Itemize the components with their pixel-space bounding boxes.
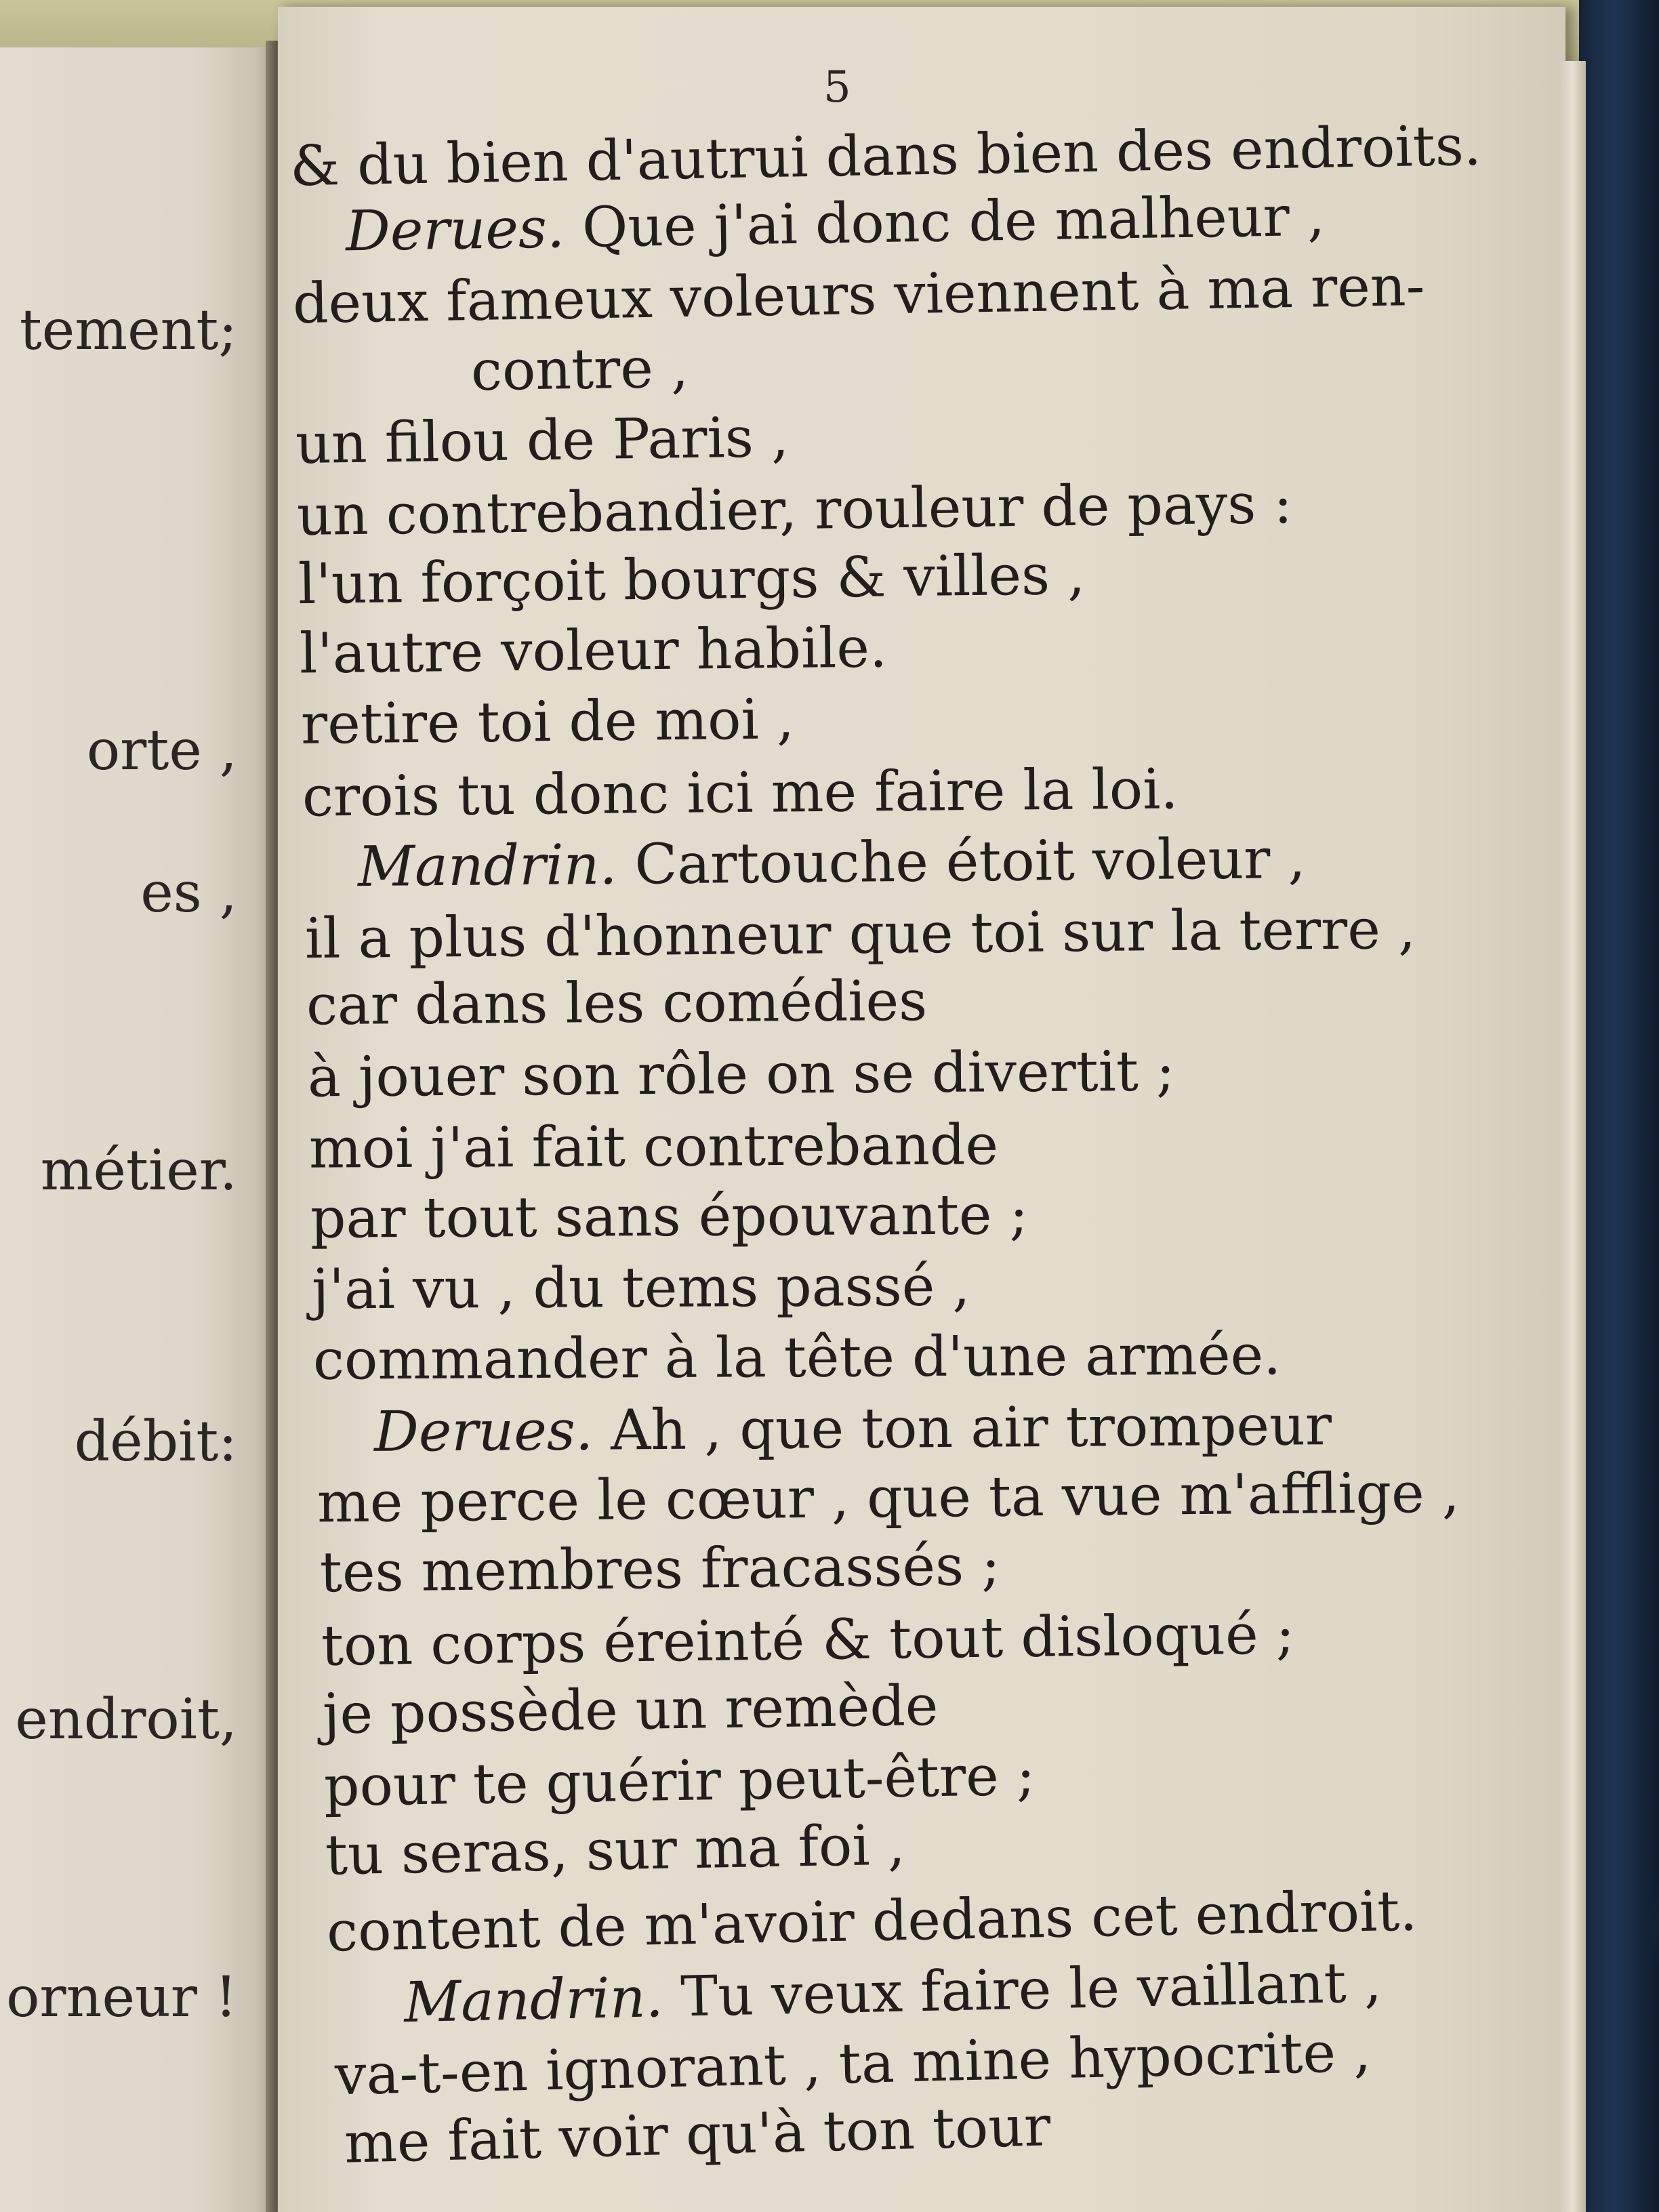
verse-line [357,826,1306,900]
line-text: content de m'avoir dedans cet endroit. [326,1879,1418,1965]
left-fragment: métier. [40,1139,237,1203]
line-text: j'ai vu , du tems passé , [311,1254,970,1322]
line-text: je possède un remède [322,1673,939,1747]
verse-line [319,1533,1001,1605]
left-fragment: endroit, [15,1687,237,1752]
verse-line [296,472,1293,548]
verse-line [322,1673,939,1747]
verse-line [311,1254,970,1322]
line-text: par tout sans épouvante ; [310,1183,1029,1251]
line-text: & du bien d'autrui dans bien des endroits. [289,113,1482,199]
verse-line [312,1323,1282,1393]
verse-line [321,1602,1295,1679]
line-text: car dans les comédies [306,968,928,1038]
left-fragment: orte , [86,718,237,783]
page-stain [1647,1837,1659,2013]
line-text: ton corps éreinté & tout disloqué ; [321,1602,1295,1679]
line-text: deux fameux voleurs viennent à ma ren- [292,253,1425,337]
verse-line [316,1460,1460,1536]
speaker-name: Mandrin. [403,1965,664,2036]
verse-line [310,1183,1029,1251]
speaker-name: Mandrin. [357,832,617,900]
line-text: contre , [470,335,689,404]
line-text: crois tu donc ici me faire la loi. [302,757,1179,830]
verse-line [295,405,790,477]
page-edge [1559,61,1586,2212]
verse-line [343,2094,1052,2176]
verse-line [302,757,1179,830]
line-text: commander à la tête d'une armée. [312,1323,1282,1393]
verse-line [306,968,928,1038]
line-text: va-t-en ignorant , ta mine hypocrite , [334,2020,1372,2108]
line-text: me fait voir qu'à ton tour [343,2094,1052,2176]
verse-line [304,897,1416,972]
line-text: à jouer son rôle on se divertit ; [307,1039,1175,1110]
line-text: tu seras, sur ma foi , [325,1813,906,1888]
verse-line [298,542,1086,617]
page-number: 5 [823,62,851,112]
left-page [0,47,278,2212]
line-text: moi j'ai fait contrebande [308,1113,999,1181]
verse-line [307,1039,1175,1110]
line-text: pour te guérir peut-être ; [323,1743,1036,1820]
verse-line [299,615,888,687]
speaker-name: Derues. [345,196,565,264]
line-text: retire toi de moi , [300,687,795,757]
verse-line [345,184,1326,264]
line-text: tes membres fracassés ; [319,1533,1001,1605]
verse-line [323,1743,1036,1820]
line-text: Cartouche étoit voleur , [634,826,1306,897]
left-fragment: tement; [19,298,237,363]
verse-line [470,335,689,404]
line-text: un contrebandier, rouleur de pays : [296,472,1293,548]
verse-line [308,1113,999,1181]
line-text: Que j'ai donc de malheur , [581,184,1326,260]
line-text: me perce le cœur , que ta vue m'afflige , [316,1460,1460,1536]
left-fragment: es , [140,861,237,925]
line-text: Ah , que ton air trompeur [610,1393,1332,1463]
line-text: il a plus d'honneur que toi sur la terre , [304,897,1416,972]
left-fragment: orneur ! [6,1965,237,2030]
verse-line [373,1393,1332,1465]
line-text: l'autre voleur habile. [299,615,888,687]
verse-line [325,1813,906,1888]
speaker-name: Derues. [373,1398,594,1465]
line-text: l'un forçoit bourgs & villes , [298,542,1086,617]
line-text: un filou de Paris , [295,405,790,477]
line-text: Tu veux faire le vaillant , [680,1950,1382,2030]
verse-line [300,687,795,757]
left-fragment: débit: [74,1410,237,1474]
